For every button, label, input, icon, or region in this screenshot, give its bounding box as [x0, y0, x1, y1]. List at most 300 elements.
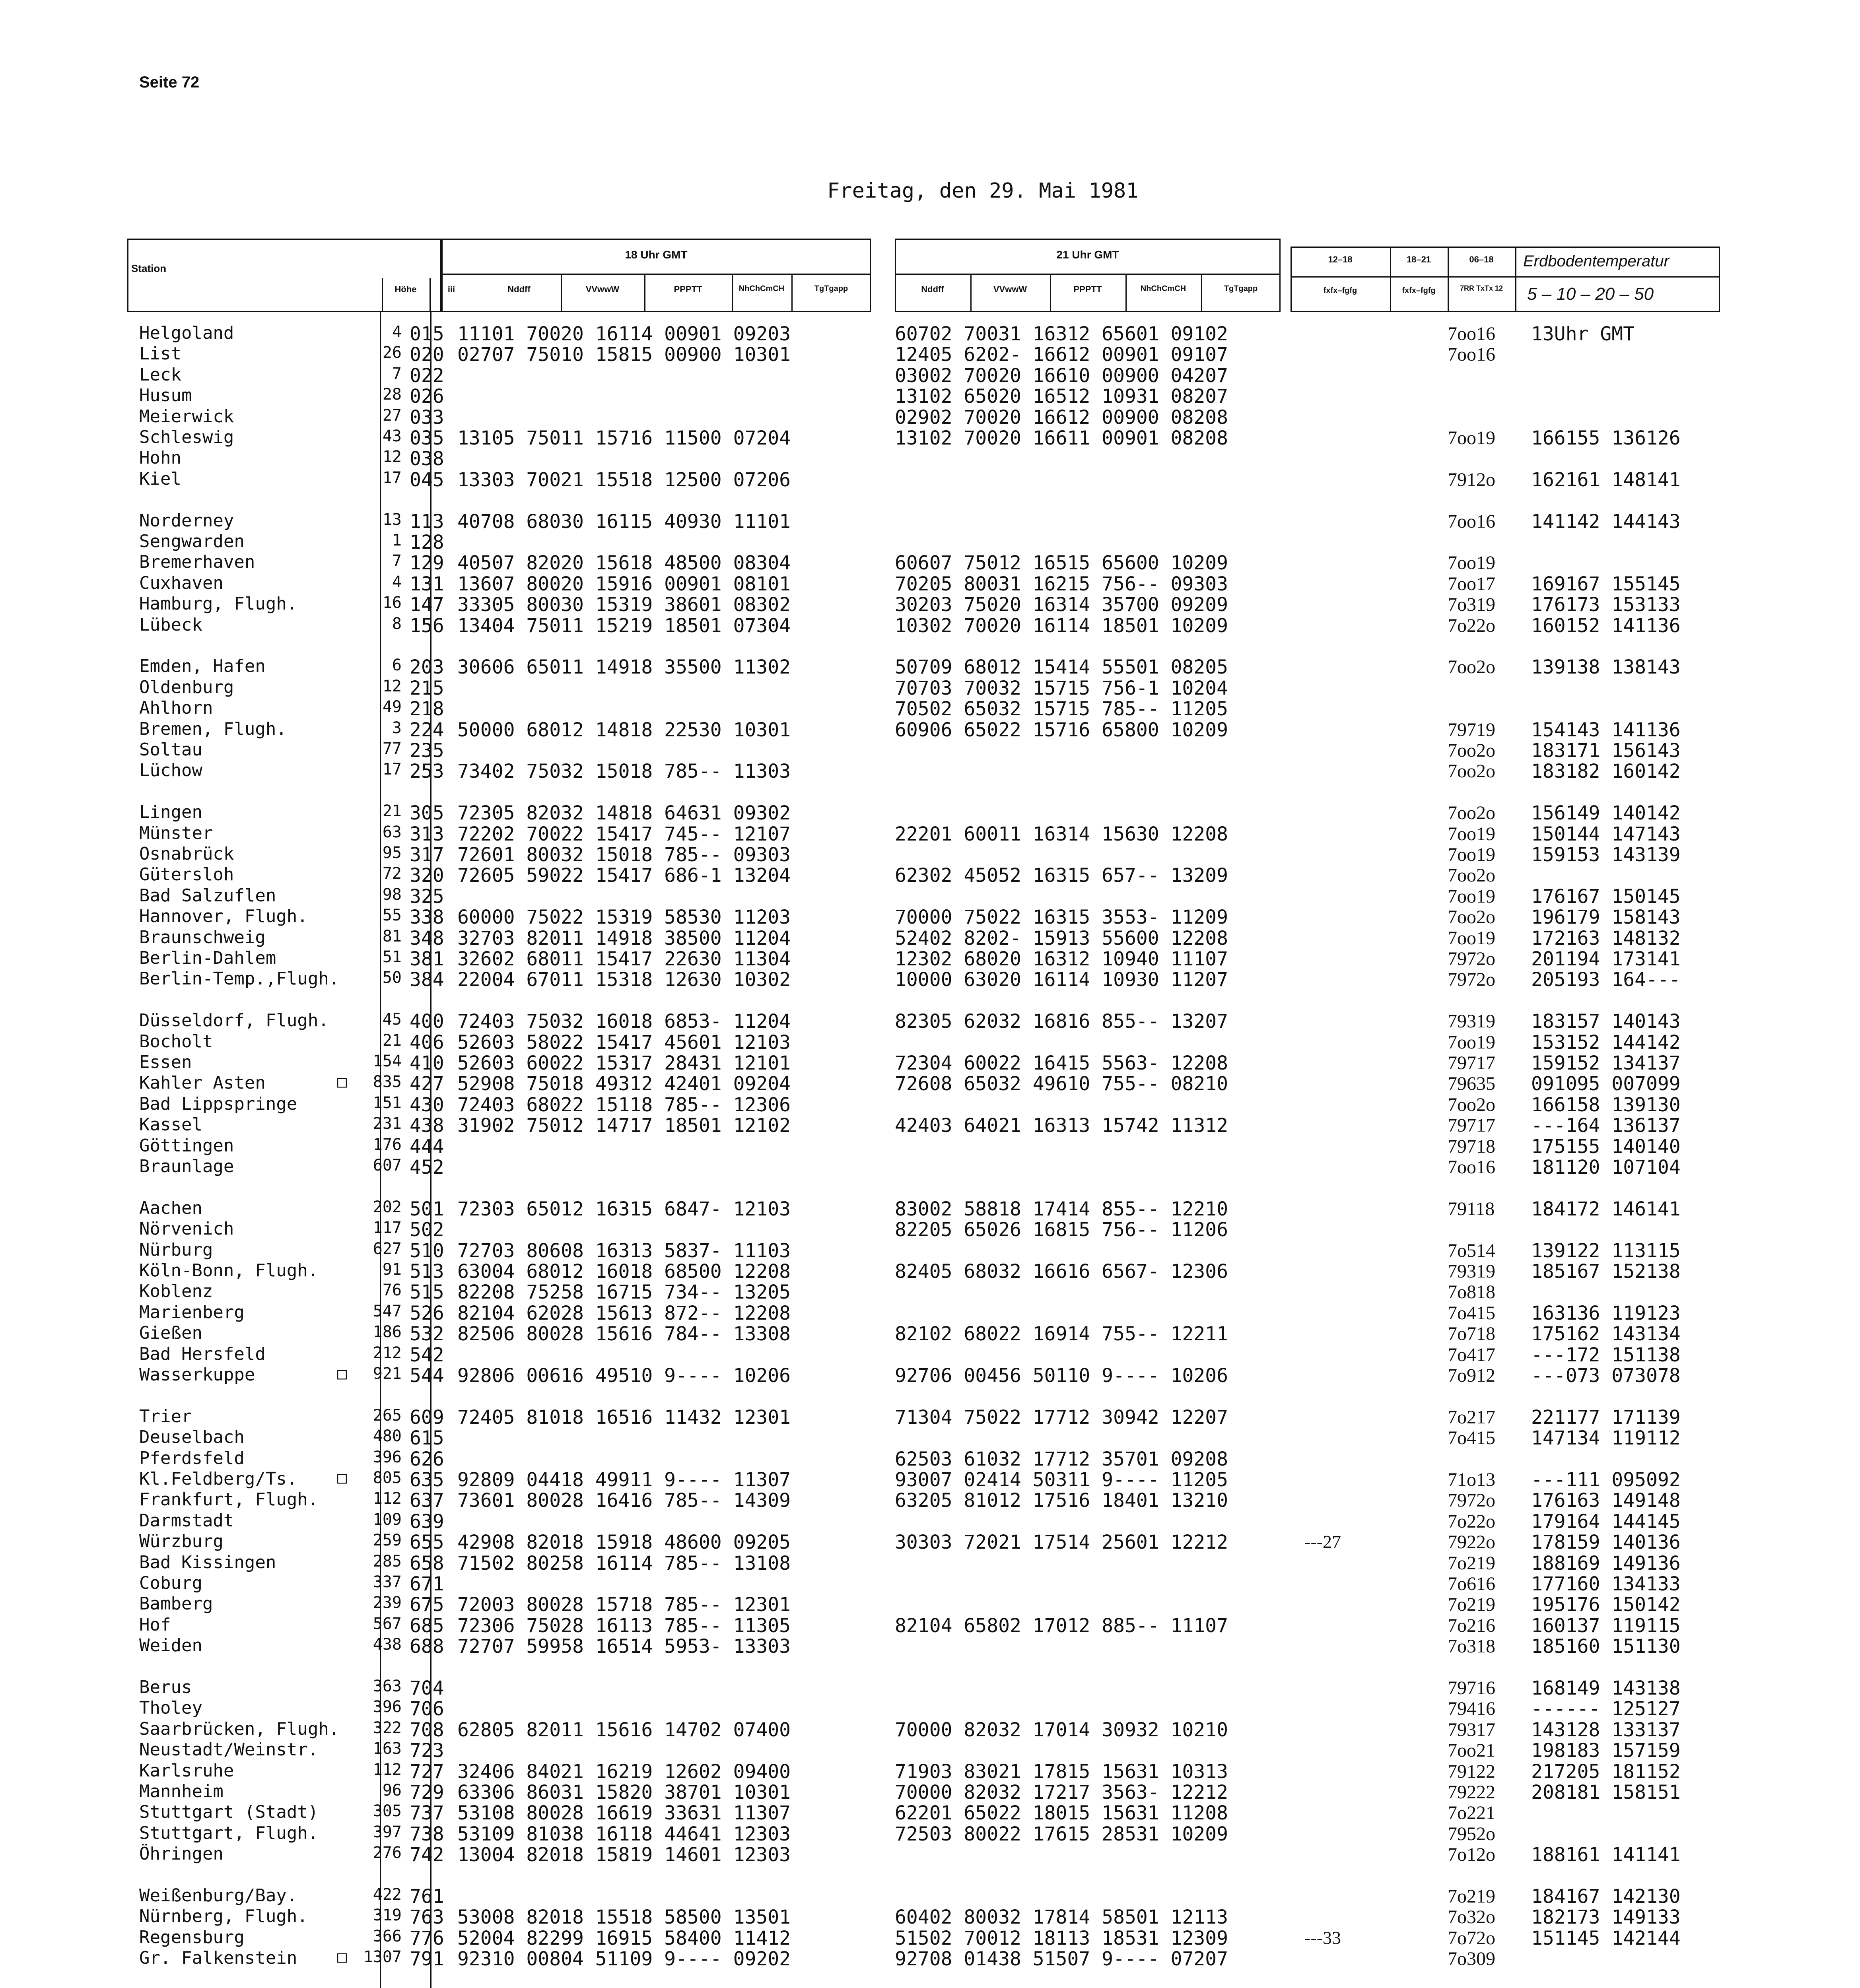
soil-temps: 176173 153133: [1531, 594, 1681, 616]
table-row: [139, 1802, 1730, 1823]
soil-temps: 141142 144143: [1531, 510, 1681, 533]
obs-21: 93007 02414 50311 9---- 11205: [895, 1469, 1228, 1491]
summary-06-18: 7o417: [1448, 1344, 1495, 1365]
table-row: [139, 1552, 1730, 1573]
table-row: [139, 1594, 1730, 1614]
station-iii: 203: [410, 656, 444, 679]
header-station-block: [127, 239, 441, 312]
summary-06-18: 7o912: [1448, 1365, 1495, 1386]
station-name: Soltau: [139, 740, 202, 760]
station-height: 212: [373, 1343, 402, 1362]
table-row: [139, 1719, 1730, 1740]
obs-18: 13404 75011 15219 18501 07304: [457, 614, 791, 637]
station-iii: 348: [410, 927, 444, 949]
station-iii: 224: [410, 718, 444, 741]
header-s2-sub: fxfx–fgfg: [1402, 286, 1436, 295]
station-iii: 791: [410, 1948, 444, 1971]
station-height: 259: [373, 1531, 402, 1550]
station-name: Lübeck: [139, 614, 202, 635]
station-height: 81: [382, 927, 402, 945]
station-height: 567: [373, 1614, 402, 1633]
header-group21-title: 21 Uhr GMT: [1056, 248, 1119, 261]
obs-18: 82506 80028 15616 784-- 13308: [457, 1323, 791, 1345]
obs-21: 22201 60011 16314 15630 12208: [895, 823, 1228, 845]
obs-21: 62302 45052 16315 657-- 13209: [895, 864, 1228, 887]
station-iii: 020: [410, 344, 444, 366]
station-height: 112: [373, 1489, 402, 1508]
table-row: [139, 1427, 1730, 1448]
table-row: [139, 1302, 1730, 1323]
obs-18: 22004 67011 15318 12630 10302: [457, 969, 791, 991]
station-iii: 706: [410, 1698, 444, 1720]
station-iii: 544: [410, 1365, 444, 1387]
station-name: Kiel: [139, 468, 181, 489]
soil-temps: 185160 151130: [1531, 1635, 1681, 1658]
obs-18: 31902 75012 14717 18501 12102: [457, 1114, 791, 1137]
summary-06-18: 7972o: [1448, 969, 1495, 990]
table-row: [139, 385, 1730, 406]
station-iii: 338: [410, 906, 444, 929]
station-iii: 675: [410, 1594, 444, 1616]
station-iii: 156: [410, 614, 444, 637]
soil-temps: 162161 148141: [1531, 468, 1681, 491]
station-name: Kl.Feldberg/Ts.: [139, 1469, 297, 1489]
station-height: 186: [373, 1323, 402, 1342]
obs-21: 82104 65802 17012 885-- 11107: [895, 1614, 1228, 1637]
summary-06-18: 7oo2o: [1448, 802, 1495, 824]
table-row: [139, 906, 1730, 927]
station-name: Hof: [139, 1614, 171, 1635]
station-height: 91: [382, 1260, 402, 1279]
table-row: [139, 1615, 1730, 1635]
table-row: [139, 1448, 1730, 1469]
soil-temps: 154143 141136: [1531, 718, 1681, 741]
obs-18: 71502 80258 16114 785-- 13108: [457, 1552, 791, 1574]
obs-21: 03002 70020 16610 00900 04207: [895, 364, 1228, 387]
obs-18: 52908 75018 49312 42401 09204: [457, 1073, 791, 1095]
station-name: Schleswig: [139, 427, 234, 447]
obs-18: 13004 82018 15819 14601 12303: [457, 1844, 791, 1866]
obs-18: 60000 75022 15319 58530 11203: [457, 906, 791, 929]
soil-temps: 143128 133137: [1531, 1718, 1681, 1741]
table-row: [139, 344, 1730, 364]
soil-temps: 217205 181152: [1531, 1760, 1681, 1783]
obs-21: 30303 72021 17514 25601 12212: [895, 1531, 1228, 1554]
table-row: [139, 1365, 1730, 1385]
obs-18: 73601 80028 16416 785-- 14309: [457, 1489, 791, 1512]
obs-21: 82405 68032 16616 6567- 12306: [895, 1260, 1228, 1283]
station-name: Aachen: [139, 1198, 202, 1218]
station-iii: 128: [410, 531, 444, 553]
station-name: Deuselbach: [139, 1427, 245, 1448]
soil-temps: 156149 140142: [1531, 802, 1681, 825]
station-iii: 313: [410, 823, 444, 845]
station-name: Wasserkuppe: [139, 1365, 255, 1385]
obs-21: 12302 68020 16312 10940 11107: [895, 948, 1228, 970]
station-height: 50: [382, 969, 402, 987]
soil-temps: 176163 149148: [1531, 1489, 1681, 1512]
date-line: Freitag, den 29. Mai 1981: [827, 179, 1139, 203]
soil-temps: 139138 138143: [1531, 656, 1681, 679]
station-height: 27: [382, 406, 402, 425]
summary-06-18: 7o415: [1448, 1302, 1495, 1324]
obs-21: 62503 61032 17712 35701 09208: [895, 1448, 1228, 1470]
station-height: 16: [382, 594, 402, 612]
obs-21: 13102 65020 16512 10931 08207: [895, 385, 1228, 408]
station-height: 607: [373, 1156, 402, 1175]
obs-21: 83002 58818 17414 855-- 12210: [895, 1198, 1228, 1220]
station-height: 55: [382, 906, 402, 925]
summary-06-18: 7oo16: [1448, 323, 1495, 344]
table-row: [139, 427, 1730, 448]
table-row: [139, 1094, 1730, 1114]
obs-18: 02707 75010 15815 00900 10301: [457, 344, 791, 366]
table-row: [139, 323, 1730, 344]
station-height: 12: [382, 677, 402, 695]
station-iii: 761: [410, 1885, 444, 1908]
station-height: 8: [392, 614, 402, 633]
station-height: 422: [373, 1885, 402, 1904]
obs-18: 40507 82020 15618 48500 08304: [457, 552, 791, 575]
soil-temps: 177160 134133: [1531, 1573, 1681, 1595]
obs-18: 62805 82011 15616 14702 07400: [457, 1718, 791, 1741]
table-row: [139, 1281, 1730, 1302]
station-iii: 742: [410, 1844, 444, 1866]
station-iii: 501: [410, 1198, 444, 1220]
obs-18: 32406 84021 16219 12602 09400: [457, 1760, 791, 1783]
station-name: Saarbrücken, Flugh.: [139, 1718, 340, 1739]
station-iii: 400: [410, 1010, 444, 1033]
table-row: [139, 511, 1730, 531]
soil-temps: 159152 134137: [1531, 1052, 1681, 1074]
obs-21: 70000 82032 17217 3563- 12212: [895, 1781, 1228, 1804]
soil-temps: 153152 144142: [1531, 1031, 1681, 1054]
station-name: Berlin-Temp.,Flugh.: [139, 969, 340, 989]
station-height: 43: [382, 427, 402, 445]
station-height: 285: [373, 1552, 402, 1571]
soil-temps: 091095 007099: [1531, 1073, 1681, 1095]
obs-21: 60607 75012 16515 65600 10209: [895, 552, 1228, 575]
table-row: [139, 1031, 1730, 1052]
station-name: Tholey: [139, 1698, 202, 1718]
header-18-col-2: VVwwW: [585, 284, 620, 294]
summary-06-18: 79716: [1448, 1677, 1495, 1699]
station-iii: 384: [410, 969, 444, 991]
station-name: Marienberg: [139, 1302, 245, 1322]
header-s1-sub: fxfx–fgfg: [1323, 286, 1357, 295]
table-row: [139, 740, 1730, 760]
summary-06-18: 79719: [1448, 719, 1495, 740]
summary-06-18: 7oo19: [1448, 927, 1495, 949]
station-name: Würzburg: [139, 1531, 224, 1552]
soil-temps: 159153 143139: [1531, 844, 1681, 866]
soil-temps: 195176 150142: [1531, 1594, 1681, 1616]
station-iii: 738: [410, 1823, 444, 1845]
station-iii: 129: [410, 552, 444, 575]
station-height: 109: [373, 1510, 402, 1529]
table-row: [139, 1114, 1730, 1135]
table-row: [139, 1927, 1730, 1948]
obs-21: 10000 63020 16114 10930 11207: [895, 969, 1228, 991]
station-iii: 639: [410, 1510, 444, 1533]
obs-18: 63306 86031 15820 38701 10301: [457, 1781, 791, 1804]
obs-18: 52004 82299 16915 58400 11412: [457, 1927, 791, 1949]
obs-21: 72304 60022 16415 5563- 12208: [895, 1052, 1228, 1074]
station-iii: 526: [410, 1302, 444, 1324]
station-height: 921: [373, 1365, 402, 1383]
soil-temps: 201194 173141: [1531, 948, 1681, 970]
station-iii: 406: [410, 1031, 444, 1054]
table-row: [139, 1198, 1730, 1219]
obs-18: 92809 04418 49911 9---- 11307: [457, 1469, 791, 1491]
table-row: [139, 1344, 1730, 1365]
summary-06-18: 7o309: [1448, 1948, 1495, 1970]
summary-06-18: 7oo2o: [1448, 907, 1495, 928]
station-height: 305: [373, 1802, 402, 1821]
station-name: Kassel: [139, 1114, 202, 1135]
header-18-col-1: Nddff: [507, 284, 531, 294]
table-row: [139, 1677, 1730, 1698]
station-iii: 727: [410, 1760, 444, 1783]
station-iii: 763: [410, 1906, 444, 1929]
summary-06-18: 7972o: [1448, 948, 1495, 969]
station-height: 51: [382, 948, 402, 966]
table-row: [139, 1573, 1730, 1594]
table-row: [139, 1219, 1730, 1239]
station-iii: 655: [410, 1531, 444, 1554]
station-iii: 325: [410, 885, 444, 908]
table-row: [139, 365, 1730, 385]
station-name: Ahlhorn: [139, 698, 213, 718]
table-row: [139, 802, 1730, 823]
summary-06-18: 7952o: [1448, 1823, 1495, 1844]
summary-06-18: 7o318: [1448, 1636, 1495, 1657]
station-height: 21: [382, 802, 402, 821]
obs-18: 72605 59022 15417 686-1 13204: [457, 864, 791, 887]
page-label: Seite 72: [139, 74, 200, 91]
station-name: Berus: [139, 1677, 192, 1697]
soil-temps: 184167 142130: [1531, 1885, 1681, 1908]
station-name: Braunschweig: [139, 927, 266, 947]
station-iii: 215: [410, 677, 444, 699]
station-name: Nürnberg, Flugh.: [139, 1906, 308, 1927]
obs-18: 42908 82018 15918 48600 09205: [457, 1531, 791, 1554]
station-height: 176: [373, 1135, 402, 1154]
obs-18: 82104 62028 15613 872-- 12208: [457, 1302, 791, 1324]
summary-06-18: 7oo17: [1448, 573, 1495, 594]
table-row: [139, 656, 1730, 677]
summary-06-18: 79635: [1448, 1073, 1495, 1095]
obs-21: 60702 70031 16312 65601 09102: [895, 323, 1228, 345]
station-height: 239: [373, 1594, 402, 1612]
station-name: Göttingen: [139, 1135, 234, 1156]
soil-temps: 205193 164---: [1531, 969, 1681, 991]
obs-21: 50709 68012 15414 55501 08205: [895, 656, 1228, 679]
station-name: Norderney: [139, 510, 234, 531]
table-row: [139, 1052, 1730, 1073]
station-name: Stuttgart, Flugh.: [139, 1823, 319, 1843]
soil-temps: 198183 157159: [1531, 1740, 1681, 1762]
summary-06-18: 79718: [1448, 1136, 1495, 1157]
obs-21: 70703 70032 15715 756-1 10204: [895, 677, 1228, 699]
table-row: [139, 1323, 1730, 1343]
station-name: Weißenburg/Bay.: [139, 1885, 297, 1906]
table-row: [139, 1635, 1730, 1656]
station-name: Oldenburg: [139, 677, 234, 697]
summary-06-18: 79717: [1448, 1052, 1495, 1074]
station-iii: 708: [410, 1718, 444, 1741]
station-name: Husum: [139, 385, 192, 406]
header-soil-sub: 5 – 10 – 20 – 50: [1527, 284, 1654, 304]
obs-18: 13105 75011 15716 11500 07204: [457, 427, 791, 449]
station-name: Lüchow: [139, 760, 202, 781]
table-row: [139, 948, 1730, 969]
station-height: 117: [373, 1219, 402, 1237]
soil-temps: 160152 141136: [1531, 614, 1681, 637]
summary-06-18: 7oo16: [1448, 511, 1495, 532]
station-iii: 038: [410, 448, 444, 470]
summary-06-18: 7o22o: [1448, 1510, 1495, 1532]
soil-temps: ---172 151138: [1531, 1343, 1681, 1366]
summary-06-18: 7o219: [1448, 1552, 1495, 1574]
station-name: Bremen, Flugh.: [139, 718, 287, 739]
table-row: [139, 1531, 1730, 1552]
obs-21: 71903 83021 17815 15631 10313: [895, 1760, 1228, 1783]
summary-06-18: 79319: [1448, 1261, 1495, 1282]
header-s2: 18–21: [1406, 254, 1431, 264]
station-iii: 737: [410, 1802, 444, 1825]
station-name: Weiden: [139, 1635, 202, 1656]
station-height: 397: [373, 1823, 402, 1841]
table-row: [139, 1510, 1730, 1531]
header-s1: 12–18: [1328, 254, 1353, 264]
obs-18: 72601 80032 15018 785-- 09303: [457, 844, 791, 866]
station-height: 6: [392, 656, 402, 675]
station-name: Berlin-Dahlem: [139, 948, 276, 968]
soil-temps: 196179 158143: [1531, 906, 1681, 929]
summary-06-18: 7oo2o: [1448, 1094, 1495, 1115]
soil-temps: 208181 158151: [1531, 1781, 1681, 1804]
station-iii: 410: [410, 1052, 444, 1074]
station-height: 154: [373, 1052, 402, 1070]
summary-06-18: 7o514: [1448, 1240, 1495, 1261]
station-iii: 532: [410, 1323, 444, 1345]
station-height: 26: [382, 344, 402, 362]
station-name: Hohn: [139, 448, 181, 468]
table-row: [139, 844, 1730, 864]
table-row: [139, 864, 1730, 885]
soil-temps: 183171 156143: [1531, 740, 1681, 762]
station-name: Sengwarden: [139, 531, 245, 551]
obs-21: 82205 65026 16815 756-- 11206: [895, 1219, 1228, 1241]
station-height: 76: [382, 1281, 402, 1300]
obs-18: 40708 68030 16115 40930 11101: [457, 510, 791, 533]
station-iii: 045: [410, 468, 444, 491]
station-iii: 022: [410, 364, 444, 387]
station-height: 21: [382, 1031, 402, 1050]
station-iii: 444: [410, 1135, 444, 1158]
table-row: [139, 615, 1730, 635]
station-name: Bad Kissingen: [139, 1552, 276, 1573]
station-name: Nürburg: [139, 1239, 213, 1260]
header-iii: iii: [447, 284, 455, 294]
station-name: Pferdsfeld: [139, 1448, 245, 1468]
station-iii: 430: [410, 1093, 444, 1116]
summary-06-18: 79122: [1448, 1761, 1495, 1782]
station-height: 3: [392, 718, 402, 737]
summary-06-18: 7oo16: [1448, 344, 1495, 365]
obs-18: 73402 75032 15018 785-- 11303: [457, 760, 791, 783]
soil-temps: 183182 160142: [1531, 760, 1681, 783]
summary-06-18: 7oo19: [1448, 885, 1495, 907]
summary-06-18: 79118: [1448, 1198, 1495, 1219]
station-height: 63: [382, 823, 402, 841]
station-name: Hannover, Flugh.: [139, 906, 308, 927]
soil-temps: 172163 148132: [1531, 927, 1681, 949]
station-iii: 320: [410, 864, 444, 887]
obs-21: 72608 65032 49610 755-- 08210: [895, 1073, 1228, 1095]
header-21-col-4: NhChCmCH: [1140, 284, 1186, 293]
table-row: [139, 531, 1730, 552]
obs-18: 53109 81038 16118 44641 12303: [457, 1823, 791, 1845]
station-height: 396: [373, 1698, 402, 1716]
table-row: [139, 1489, 1730, 1510]
station-iii: 015: [410, 323, 444, 345]
header-soil: Erdbodentemperatur: [1523, 252, 1669, 270]
obs-18: 50000 68012 14818 22530 10301: [457, 718, 791, 741]
obs-21: 70502 65032 15715 785-- 11205: [895, 698, 1228, 720]
station-name: Bocholt: [139, 1031, 213, 1052]
header-21-col-1: Nddff: [921, 284, 944, 294]
station-height: 49: [382, 698, 402, 716]
soil-temps: 160137 119115: [1531, 1614, 1681, 1637]
obs-18: 92806 00616 49510 9---- 10206: [457, 1365, 791, 1387]
station-name: Meierwick: [139, 406, 234, 427]
obs-18: 63004 68012 16018 68500 12208: [457, 1260, 791, 1283]
obs-18: 13607 80020 15916 00901 08101: [457, 573, 791, 595]
obs-18: 30606 65011 14918 35500 11302: [457, 656, 791, 679]
summary-06-18: 7972o: [1448, 1490, 1495, 1511]
station-iii: 635: [410, 1469, 444, 1491]
station-name: Koblenz: [139, 1281, 213, 1302]
summary-06-18: 7oo19: [1448, 552, 1495, 574]
station-name: Trier: [139, 1406, 192, 1427]
summary-06-18: 7o221: [1448, 1802, 1495, 1824]
station-name: Frankfurt, Flugh.: [139, 1489, 319, 1510]
obs-21: 82305 62032 16816 855-- 13207: [895, 1010, 1228, 1033]
station-symbol: □: [337, 1365, 347, 1383]
header-21-col-3: PPPTT: [1073, 284, 1102, 294]
station-name: Darmstadt: [139, 1510, 234, 1531]
summary-06-18: 7o12o: [1448, 1844, 1495, 1866]
table-row: [139, 1240, 1730, 1260]
station-iii: 147: [410, 594, 444, 616]
station-height: 77: [382, 740, 402, 758]
soil-temps: 188161 141141: [1531, 1844, 1681, 1866]
station-height: 28: [382, 385, 402, 404]
station-height: 13: [382, 510, 402, 529]
obs-21: 30203 75020 16314 35700 09209: [895, 594, 1228, 616]
station-iii: 729: [410, 1781, 444, 1804]
summary-06-18: 7oo2o: [1448, 865, 1495, 886]
station-symbol: □: [337, 1469, 347, 1487]
obs-18: 72403 75032 16018 6853- 11204: [457, 1010, 791, 1033]
station-name: Bremerhaven: [139, 552, 255, 573]
summary-06-18: 79416: [1448, 1698, 1495, 1720]
station-iii: 658: [410, 1552, 444, 1574]
soil-temps: 181120 107104: [1531, 1156, 1681, 1178]
obs-21: 70000 82032 17014 30932 10210: [895, 1718, 1228, 1741]
